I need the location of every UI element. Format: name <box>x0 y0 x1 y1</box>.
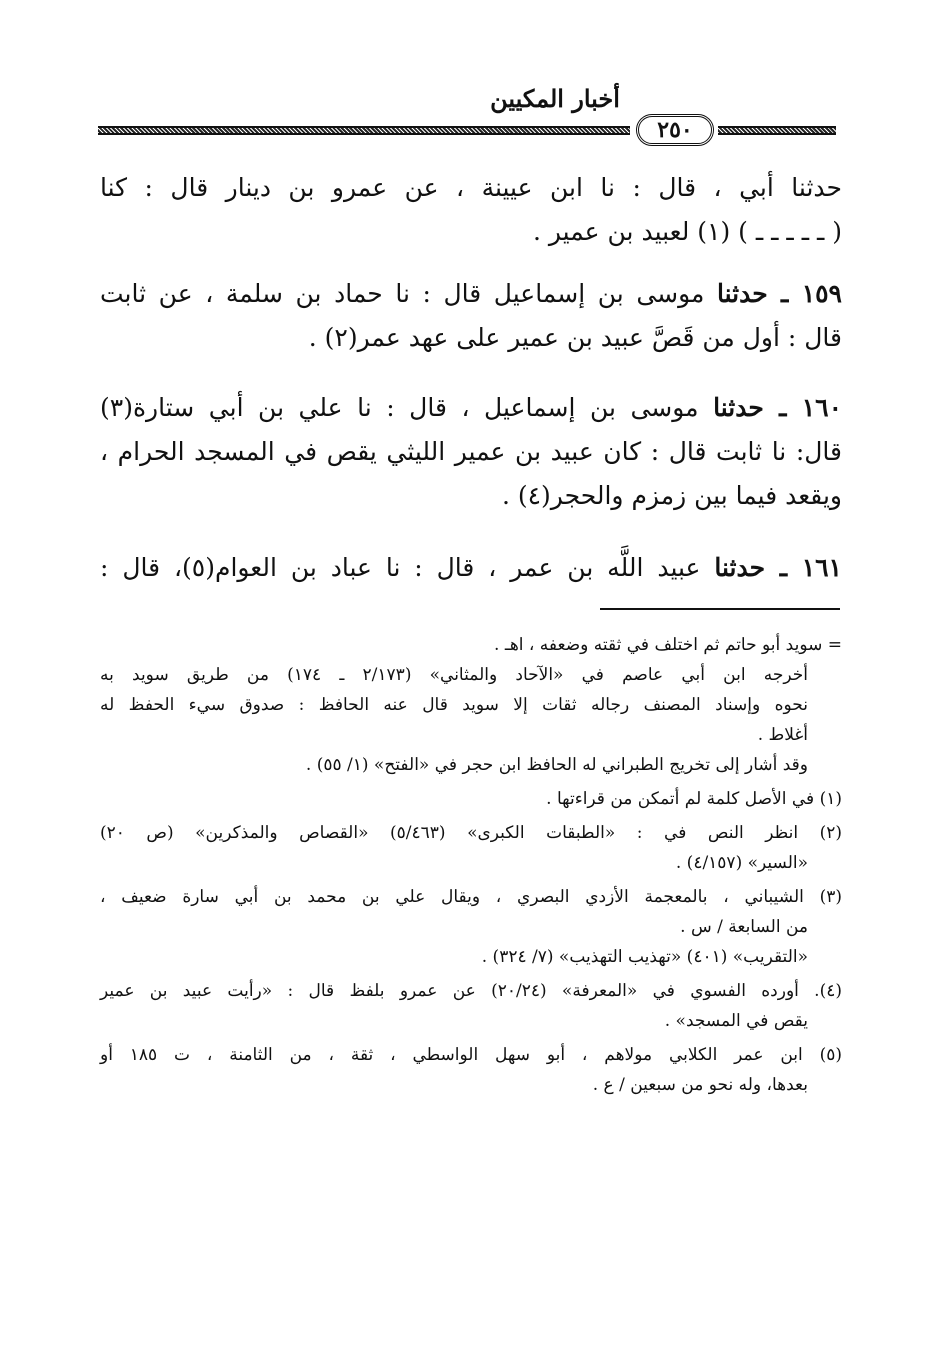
footnote-continuation <box>100 630 842 780</box>
text-run: عبيد اللَّه بن عمر ، قال : نا عباد بن العوام(٥)، قال : <box>100 553 701 582</box>
text-line: قال : أول من قَصَّ عبيد بن عمير على عهد عمر(٢) . <box>308 323 842 352</box>
paragraph-continuation <box>100 166 842 254</box>
footnote-line: (٥) ابن عمر الكلابي مولاهم ، أبو سهل الواسطي ، ثقة ، من الثامنة ، ت ١٨٥ أو <box>100 1045 842 1065</box>
footnote-3 <box>100 882 842 972</box>
text-line: ويقعد فيما بين زمزم والحجر(٤) . <box>501 481 842 510</box>
footnote-line: أخرجه ابن أبي عاصم في «الآحاد والمثاني» (٢/١٧٣ ـ ١٧٤) من طريق سويد به <box>100 665 809 685</box>
text-line: ( ـ ـ ـ ـ ـ ) (١) لعبيد بن عمير . <box>532 217 842 246</box>
hadith-number: ١٥٩ ـ حدثنا <box>717 279 842 308</box>
text-line: قال: نا ثابت قال : كان عبيد بن عمير الليثي يقص في المسجد الحرام ، <box>100 437 842 466</box>
text-line: حدثنا أبي ، قال : نا ابن عيينة ، عن عمرو بن دينار قال : كنا <box>100 173 842 202</box>
footnote-line: (٣) الشيباني ، بالمعجمة الأزدي البصري ، ويقال علي بن محمد بن أبي سارة ضعيف ، <box>100 887 842 907</box>
hadith-number: ١٦١ ـ حدثنا <box>714 553 842 582</box>
footnote-1 <box>100 784 842 814</box>
text-run: موسى بن إسماعيل ، قال : نا علي بن أبي ستارة(٣) <box>100 393 699 422</box>
footnote-line: وقد أشار إلى تخريج الطبراني له الحافظ ابن حجر في «الفتح» (١/ ٥٥) . <box>305 755 808 775</box>
text-line <box>100 272 842 316</box>
hadith-160 <box>100 386 842 518</box>
footnote-4 <box>100 976 842 1036</box>
footnote-line: يقص في المسجد» . <box>664 1011 808 1031</box>
footnote-line: «التقريب» (٤٠١) «تهذيب التهذيب» (٧/ ٣٢٤) . <box>481 947 808 967</box>
footnote-line: أغلاط . <box>757 725 808 745</box>
hadith-161 <box>100 546 842 590</box>
footnote-2 <box>100 818 842 878</box>
footnote-line: بعدها، وله نحو من سبعين / ع . <box>592 1075 808 1095</box>
text-line <box>100 546 842 590</box>
footnote-line: = سويد أبو حاتم ثم اختلف في ثقته وضعفه ، اهـ . <box>494 635 842 655</box>
header-rule-right <box>718 126 836 135</box>
footnote-line: (٢) انظر النص في : «الطبقات الكبرى» (٥/٤٦٣) «القصاص والمذكرين» (ص ٢٠) <box>100 823 842 843</box>
footnote-separator <box>600 608 840 610</box>
footnote-line: «السير» (٤/١٥٧) . <box>675 853 808 873</box>
footnote-line: من السابعة / س . <box>680 917 808 937</box>
footnotes <box>100 630 842 1104</box>
header-rule-left <box>98 126 630 135</box>
hadith-159 <box>100 272 842 360</box>
page-number: ٢٥٠ <box>636 114 714 146</box>
footnote-line: (٤). أورده الفسوي في «المعرفة» (٢٠/٢٤) عن عمرو بلفظ قال : «رأيت عبيد بن عمير <box>100 981 842 1001</box>
running-header-title: أخبار المكيين <box>490 84 620 113</box>
footnote-5 <box>100 1040 842 1100</box>
text-run: موسى بن إسماعيل قال : نا حماد بن سلمة ، عن ثابت <box>100 279 705 308</box>
text-line <box>100 386 842 430</box>
footnote-line: (١) في الأصل كلمة لم أتمكن من قراءتها . <box>546 789 842 809</box>
hadith-number: ١٦٠ ـ حدثنا <box>713 393 843 422</box>
footnote-line: نحوه وإسناد المصنف رجاله ثقات إلا سويد قال عنه الحافظ : صدوق سيء الحفظ له <box>100 695 808 715</box>
